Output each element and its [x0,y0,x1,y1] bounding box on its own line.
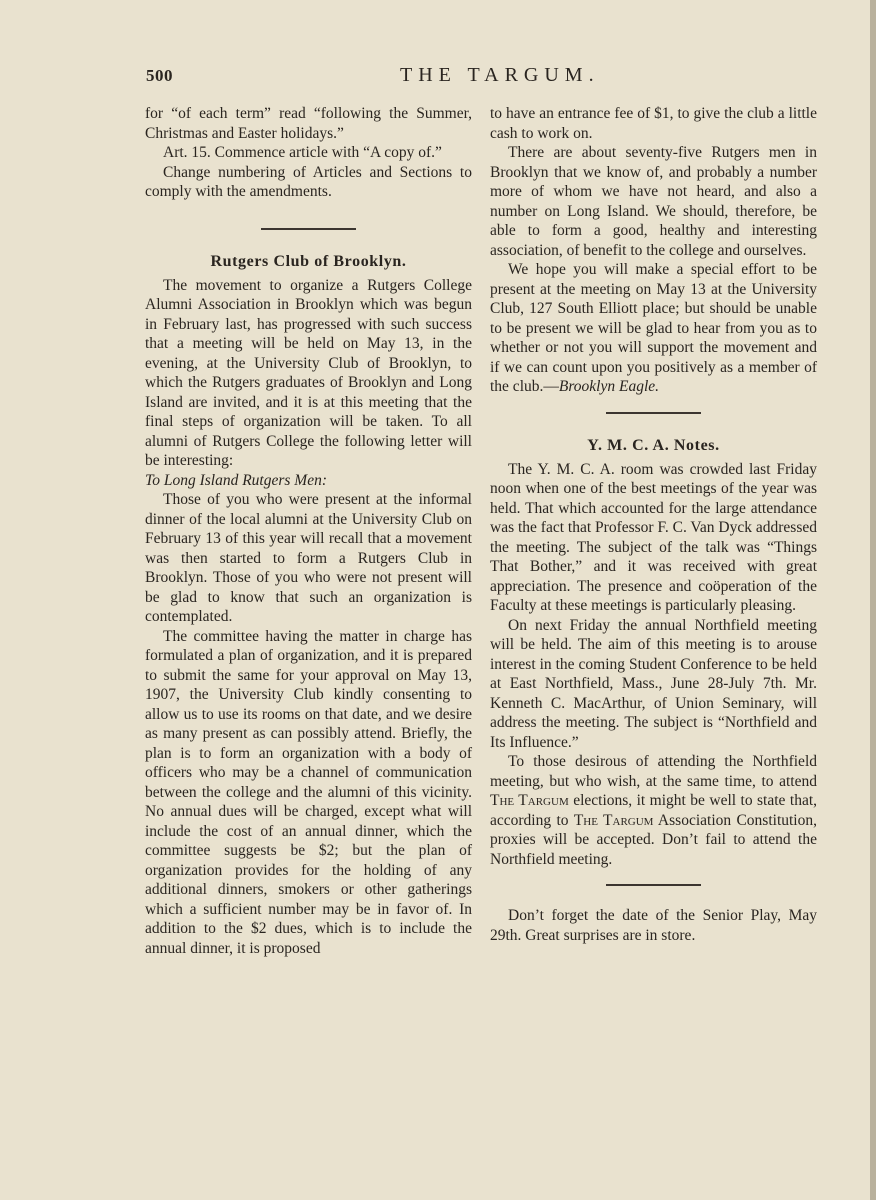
section-heading-rutgers-club: Rutgers Club of Brooklyn. [210,252,407,270]
paragraph: The Y. M. C. A. room was crowded last Friday noon when one of the best meetings of the year was held. That which accounted for the large attendance was the fact that Professor F. C. Van Dyck addressed the meeting. The subject of the talk was “Things That Bother,” and it was received with great appreciation. The presence and coöperation of the Faculty at these meetings is particularly pleasing. [490,460,817,614]
targum-name: The Targum [490,792,569,809]
targum-name: The Targum [573,811,654,829]
paragraph: Those of you who were present at the informal dinner of the local alumni at the University Club on February 13 of this year will recall that a movement was then started to form a Rutgers Club in Brooklyn. Those of you who were not present will be glad to know that such an organization is contemplated. [145,491,472,625]
page-edge [870,0,876,1200]
letter-salutation: To Long Island Rutgers Men: [145,471,327,489]
journal-title: THE TARGUM. [400,64,600,86]
right-column [490,104,817,945]
paragraph: The movement to organize a Rutgers College Alumni Association in Brooklyn which was begun in February last, has progressed with such success that a meeting will be held on May 13, in the evening, at the University Club of Brooklyn, to which the Rutgers graduates of Brooklyn and Long Island are invited, and it is at this meeting that the final steps of organization will be taken. To all alumni of Rutgers College the following letter will be interesting: [145,276,472,469]
left-column [145,104,472,958]
paragraph-text: We hope you will make a special effort to be present at the meeting on May 13 at the University Club, 127 South Elliott place; but should be unable to be present we will be glad to hear from you as to whether or not you will support the movement and if we can count upon you positively as a member of the club.— [490,261,817,395]
source-attribution: Brooklyn Eagle. [558,378,660,395]
section-divider [606,884,701,886]
section-divider [261,228,356,230]
paragraph: Change numbering of Articles and Sections to comply with the amendments. [145,163,472,200]
paragraph: The committee having the matter in charge has formulated a plan of organization, and it is prepared to submit the same for your approval on May 13, 1907, the University Club kindly consenting to allow us to use its rooms on that date, and we desire as many present as can possibly attend. Briefly, the plan is to form an organization with a body of officers who may be a channel of communication between the college and the alumni of this vicinity. No annual dues will be charged, except what will include the cost of an annual dinner, which the committee suggests be $2; but the plan of organization provides for the holding of any additional dinners, smokers or other gatherings which a sufficient number may be in favor of. In addition to the $2 dues, which is to include the annual dinner, it is proposed [145,627,472,957]
paragraph: Art. 15. Commence article with “A copy of.” [163,144,442,161]
section-heading-ymca: Y. M. C. A. Notes. [587,436,720,454]
paragraph: On next Friday the annual Northfield meeting will be held. The aim of this meeting is to arouse interest in the coming Student Conference to be held at East Northfield, Mass., June 28-July 7th. Mr. Kenneth C. MacArthur, of Union Seminary, will address the meeting. The subject is “Northfield and Its Influence.” [490,616,817,751]
paragraph: There are about seventy-five Rutgers men in Brooklyn that we know of, and probably a number more of whom we have not heard, and also a number on Long Island. We should, therefore, be able to form a good, healthy and interesting association, of benefit to the college and ourselves. [490,144,817,259]
paragraph-text: To those desirous of attending the Northfield meeting, but who wish, at the same time, to attend [490,753,817,790]
page-number: 500 [146,66,173,85]
paragraph-text: Association Constitution, proxies will be accepted. Don’t fail to attend the Northfield meeting. [490,811,817,868]
paragraph: for “of each term” read “following the Summer, Christmas and Easter holidays.” [145,105,472,142]
paragraph [490,260,817,397]
paragraph: to have an entrance fee of $1, to give the club a little cash to work on. [490,105,817,142]
paragraph-text: elections, it might be well to state that, according to [490,792,817,829]
paragraph: Don’t forget the date of the Senior Play, May 29th. Great surprises are in store. [490,907,817,944]
paragraph [490,752,817,869]
page-header [0,64,876,88]
section-divider [606,412,701,414]
